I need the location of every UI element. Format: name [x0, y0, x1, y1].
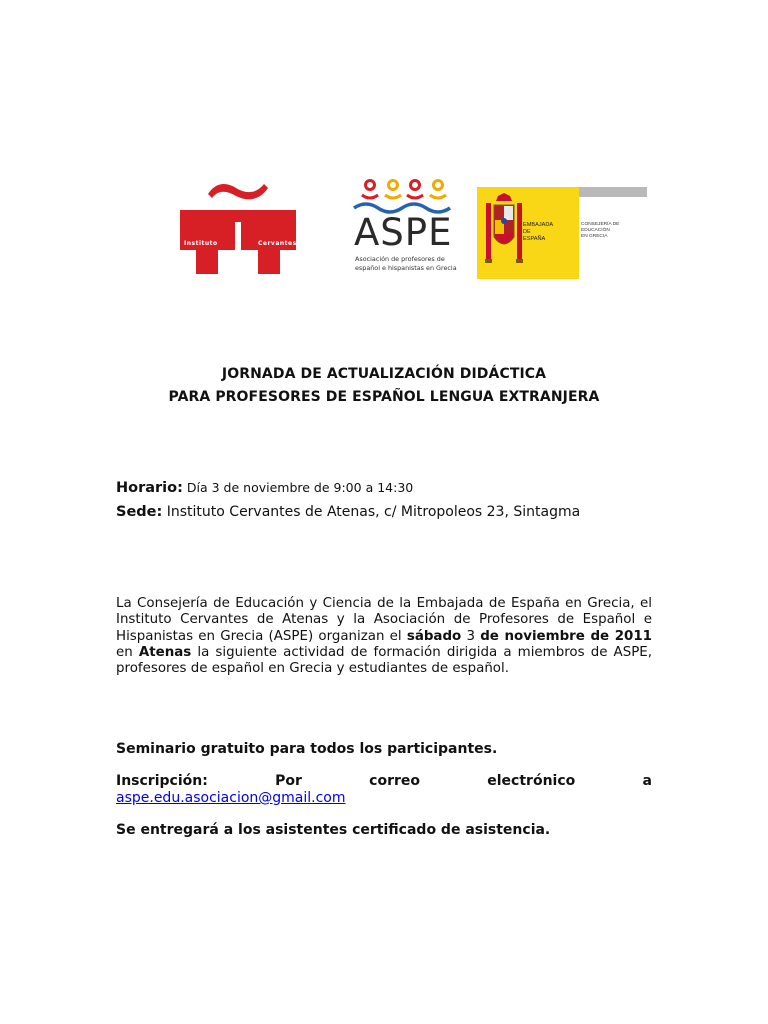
embajada-grey-bar [579, 187, 647, 197]
horario-line [116, 480, 413, 496]
document-title-line1: JORNADA DE ACTUALIZACIÓN DIDÁCTICA [221, 366, 547, 382]
spanish-coat-of-arms-icon [483, 193, 525, 271]
cervantes-emblem-icon [168, 178, 308, 276]
consejeria-label: CONSEJERÍA DE EDUCACIÓN EN GRECIA [581, 222, 620, 239]
embajada-label: EMBAJADA DE ESPAÑA [523, 222, 554, 242]
cervantes-right-word: Cervantes [258, 240, 297, 247]
horario-label: Horario: [116, 480, 183, 496]
sede-label: Sede: [116, 504, 163, 520]
certificado-note: Se entregará a los asistentes certificado de asistencia. [116, 822, 551, 838]
logo-header [0, 0, 768, 300]
instituto-cervantes-logo [168, 178, 308, 276]
cervantes-left-word: Instituto [184, 240, 218, 247]
seminario-note: Seminario gratuito para todos los participantes. [116, 741, 498, 757]
description-paragraph: La Consejería de Educación y Ciencia de la Embajada de España en Grecia, el Instituto Cervantes de Atenas y la Asociación de Profesores de Español e Hispanistas en Grecia (ASPE) organizan el sábado 3 de noviembre de 2011 en Atenas la siguiente actividad de formación dirigida a miembros de ASPE, profesores de español en Grecia y estudiantes de español. [116, 596, 653, 677]
inscripcion-line: Inscripción: Por correo electrónico a [116, 773, 652, 789]
embajada-espana-logo [477, 187, 647, 279]
document-title-line2: PARA PROFESORES DE ESPAÑOL LENGUA EXTRANJERA [168, 389, 600, 405]
aspe-logo [352, 178, 462, 288]
sede-line [116, 504, 580, 520]
email-link[interactable]: aspe.edu.asociacion@gmail.com [116, 790, 346, 806]
sede-value: Instituto Cervantes de Atenas, c/ Mitropoleos 23, Sintagma [162, 504, 581, 520]
aspe-subtitle: Asociación de profesores de español e hispanistas en Grecia [355, 255, 457, 272]
horario-value: Día 3 de noviembre de 9:00 a 14:30 [182, 480, 414, 495]
aspe-name: ASPE [354, 211, 453, 254]
